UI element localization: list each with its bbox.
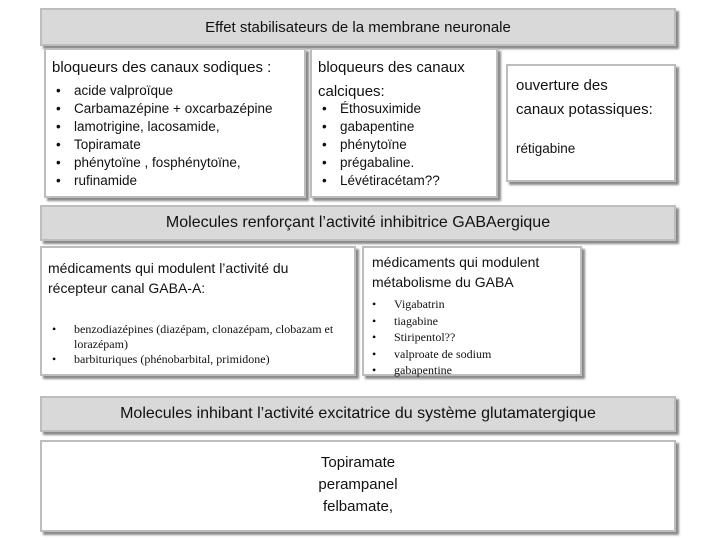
- gaba-metabolism-modulators-box: [362, 246, 582, 376]
- membrane-stabilizer-title: Effet stabilisateurs de la membrane neuronale: [205, 19, 511, 36]
- list-item: • Éthosuximide: [318, 100, 494, 118]
- gaba-receptor-list: [48, 322, 348, 367]
- calcium-channel-list: [318, 100, 494, 190]
- gaba-enhancer-title: Molecules renforçant l’activité inhibitrice GABAergique: [165, 214, 551, 231]
- gaba-enhancer-title-box: [40, 205, 676, 241]
- potassium-heading-line1: ouverture des: [516, 77, 608, 94]
- list-item: • benzodiazépines (diazépam, clonazépam, clobazam et lorazépam): [48, 322, 348, 352]
- glutamatergic-inhibitor-title: Molecules inhibant l’activité excitatrice du système glutamatergique: [120, 405, 596, 422]
- calcium-channel-heading: [318, 56, 465, 104]
- list-item: • Lévétiracétam??: [318, 172, 494, 190]
- gaba-receptor-heading-line2: récepteur canal GABA-A:: [48, 280, 206, 296]
- gaba-receptor-heading-line1: médicaments qui modulent l’activité du: [48, 260, 289, 276]
- potassium-item: rétigabine: [516, 141, 576, 156]
- list-item: • phénytoïne: [318, 136, 494, 154]
- list-item: • rufinamide: [52, 172, 302, 190]
- list-item: • phénytoïne , fosphénytoïne,: [52, 154, 302, 172]
- potassium-heading-line2: canaux potassiques:: [516, 101, 653, 118]
- gaba-receptor-modulators-box: [40, 246, 356, 376]
- sodium-channel-list: [52, 82, 302, 190]
- glutamatergic-list: [42, 452, 674, 518]
- list-item: • gabapentine: [318, 118, 494, 136]
- sodium-channel-heading: bloqueurs des canaux sodiques :: [52, 59, 272, 76]
- list-item: • Stiripentol??: [368, 329, 578, 346]
- calcium-channel-blockers-box: [310, 48, 498, 198]
- list-item: • gabapentine: [368, 362, 578, 379]
- sodium-channel-blockers-box: [44, 48, 306, 198]
- list-item: • barbituriques (phénobarbital, primidone): [48, 352, 348, 367]
- list-item: perampanel: [318, 476, 398, 493]
- potassium-channel-heading: [516, 74, 653, 122]
- list-item: • acide valproïque: [52, 82, 302, 100]
- list-item: • Vigabatrin: [368, 296, 578, 313]
- calcium-heading-line2: calciques:: [318, 83, 385, 100]
- gaba-metabolism-heading: [372, 252, 539, 292]
- list-item: • tiagabine: [368, 313, 578, 330]
- list-item: • lamotrigine, lacosamide,: [52, 118, 302, 136]
- list-item: felbamate,: [322, 498, 394, 515]
- list-item: • valproate de sodium: [368, 346, 578, 363]
- list-item: Topiramate: [320, 454, 396, 471]
- membrane-stabilizer-title-box: [40, 8, 676, 46]
- gaba-metabolism-heading-line1: médicaments qui modulent: [372, 254, 540, 270]
- gaba-metabolism-list: [368, 296, 578, 379]
- calcium-heading-line1: bloqueurs des canaux: [318, 59, 465, 76]
- glutamatergic-inhibitors-box: [40, 440, 676, 532]
- gaba-receptor-heading: [48, 258, 288, 298]
- gaba-metabolism-heading-line2: métabolisme du GABA: [372, 274, 514, 290]
- list-item: • Carbamazépine + oxcarbazépine: [52, 100, 302, 118]
- potassium-channel-openers-box: [506, 64, 676, 182]
- list-item: • Topiramate: [52, 136, 302, 154]
- glutamatergic-inhibitor-title-box: [40, 396, 676, 432]
- list-item: • prégabaline.: [318, 154, 494, 172]
